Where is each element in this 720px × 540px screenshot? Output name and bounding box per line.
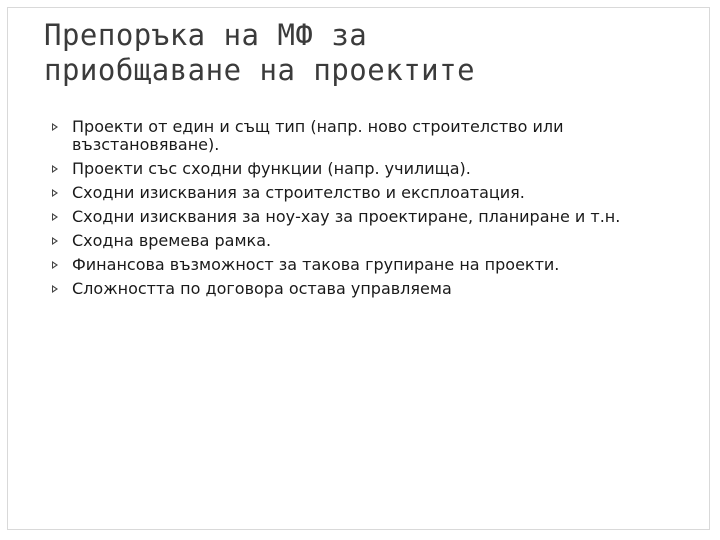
bullet-item (50, 118, 680, 154)
bullet-text: Финансова възможност за такова групиране на проекти. (72, 255, 560, 274)
triangle-right-icon (52, 123, 58, 131)
bullet-text: Сходна времева рамка. (72, 231, 272, 250)
slide-title-line: Препоръка на МФ за (44, 18, 368, 52)
bullet-item (50, 256, 680, 274)
bullet-text: Сходни изисквания за строителство и експлоатация. (72, 183, 525, 202)
triangle-right-icon (52, 189, 58, 197)
bullet-text: Проекти със сходни функции (напр. училища). (72, 159, 471, 178)
bullet-item (50, 280, 680, 298)
bullet-item (50, 208, 680, 226)
bullet-text: Сходни изисквания за ноу-хау за проектиране, планиране и т.н. (72, 207, 621, 226)
bullet-list (50, 118, 680, 304)
triangle-right-icon (52, 285, 58, 293)
slide-title-line: приобщаване на проектите (44, 53, 476, 88)
bullet-text: Сложността по договора остава управляема (72, 279, 452, 298)
bullet-item (50, 232, 680, 250)
triangle-right-icon (52, 237, 58, 245)
triangle-right-icon (52, 165, 58, 173)
bullet-item (50, 184, 680, 202)
bullet-text: Проекти от един и същ тип (напр. ново строителство или възстановяване). (72, 117, 564, 154)
bullet-item (50, 160, 680, 178)
slide-title (44, 18, 684, 89)
triangle-right-icon (52, 213, 58, 221)
triangle-right-icon (52, 261, 58, 269)
